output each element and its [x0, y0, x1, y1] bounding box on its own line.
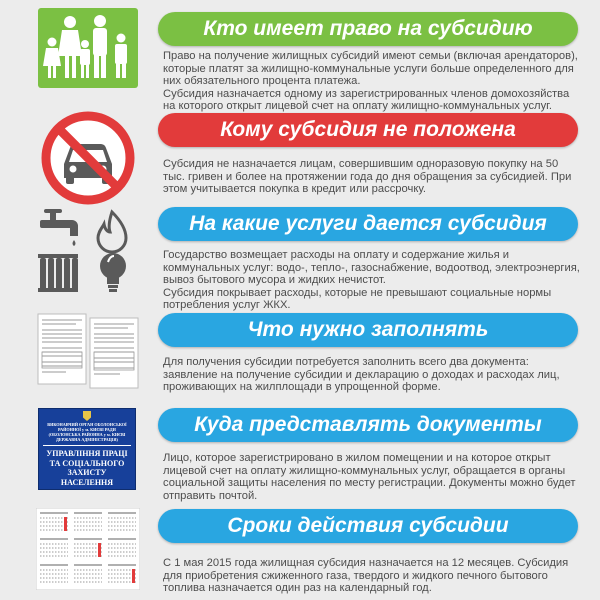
calendar-icon — [36, 508, 140, 590]
section-body — [163, 158, 583, 196]
office-sign-icon — [38, 408, 136, 490]
section-body — [163, 249, 583, 312]
paragraph: С 1 мая 2015 года жилищная субсидия назначается на 12 месяцев. Субсидия для приобретения сжиженного газа, твердого и жидкого печного бытового топлива назначается один раз на календарный год. — [163, 557, 569, 595]
faucet-icon — [40, 209, 78, 246]
coat-of-arms-icon — [83, 411, 91, 421]
paragraph: Лицо, которое зарегистрировано в жилом помещении и на которое открыт лицевой счет на оплату жилищно-коммунальных услуг, обращается в органы социальной защиты населения по месту регистрации. Документы можно будет отправить почтой. — [163, 452, 576, 502]
section-body — [163, 452, 583, 502]
section-title: Куда представлять документы — [158, 408, 578, 442]
paragraph: Государство возмещает расходы на оплату и содержание жилья и коммунальных услуг: водо-, тепло-, газоснабжение, водоотвод, электроэнергия, вывоз бытового мусора и жидких нечистот. — [163, 249, 580, 287]
paragraph: Субсидия назначается одному из зарегистрированных членов домохозяйства на которого открыт лицевой счет на оплату жилищно-коммунальных услуг. — [163, 87, 570, 113]
paragraph: Право на получение жилищных субсидий имеют семьи (включая арендаторов), которые платят за жилищно-коммунальные услуги больше определенного для них обязательного процента платежа. — [163, 50, 578, 88]
section-title: Сроки действия субсидии — [158, 509, 578, 543]
documents-icon — [36, 312, 140, 392]
section-body — [163, 557, 583, 595]
section-title: Кто имеет право на субсидию — [158, 12, 578, 46]
section-body — [163, 50, 583, 113]
paragraph: Субсидия не назначается лицам, совершившим одноразовую покупку на 50 тыс. гривен и более на протяжении года до дня обращения за субсидией. При этом учитывается покупка в кредит или рассрочку. — [163, 158, 572, 196]
light-bulb-icon — [100, 253, 126, 292]
sign-bottom-text: УПРАВЛІННЯ ПРАЦІ ТА СОЦІАЛЬНОГО ЗАХИСТУ НАСЕЛЕННЯ — [46, 449, 128, 487]
section-title: Кому субсидия не положена — [158, 113, 578, 147]
radiator-icon — [38, 254, 78, 292]
utilities-icons — [34, 208, 144, 298]
paragraph: Субсидия покрывает расходы, которые не превышают социальные нормы потребления услуг ЖКХ. — [163, 286, 552, 312]
family-icon — [38, 8, 138, 88]
flame-icon — [98, 212, 126, 252]
paragraph: Для получения субсидии потребуется заполнить всего два документа: заявление на получение субсидии и декларацию о доходах и расходах лиц, проживающих на жилплощади в упрощенной форме. — [163, 356, 560, 394]
sign-top-text: ВИКОНАВЧИЙ ОРГАН ОБОЛОНСЬКОЇ РАЙОННОЇ у м. КИЄВІ РАДИ (ОБОЛОНСЬКА РАЙОННА у м. КИЄВІ ДЕРЖАВНА АДМІНІСТРАЦІЯ) — [47, 422, 127, 442]
no-car-icon — [40, 110, 136, 206]
sign-divider — [43, 445, 131, 446]
section-body — [163, 356, 583, 394]
section-title: На какие услуги дается субсидия — [158, 207, 578, 241]
section-title: Что нужно заполнять — [158, 313, 578, 347]
